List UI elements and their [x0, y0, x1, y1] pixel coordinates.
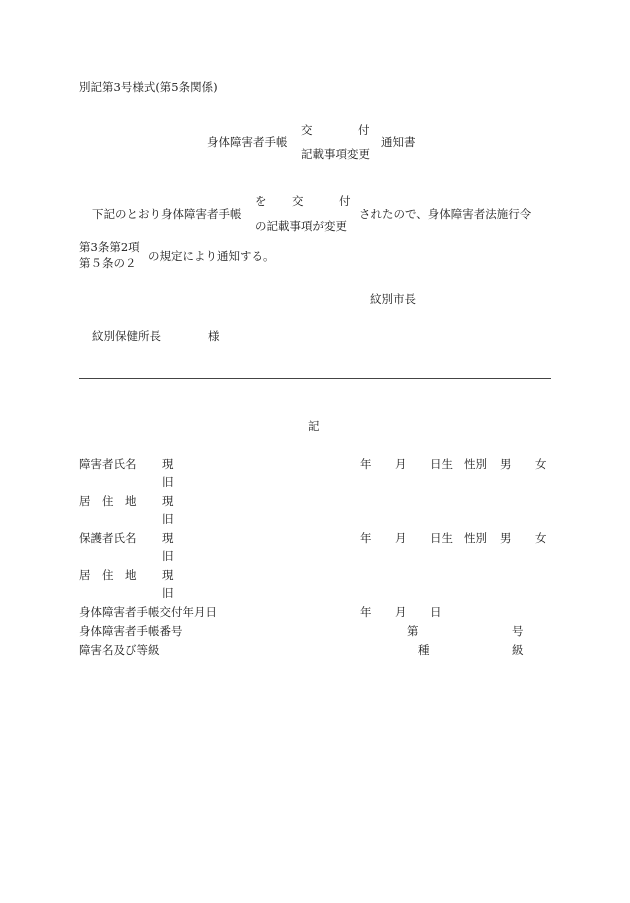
body-article-2: 第５条の２ [79, 256, 137, 270]
sex-label: 性別 [464, 457, 487, 471]
birth-month-unit: 月 [395, 531, 407, 545]
form-reference: 別記第3号様式(第5条関係) [79, 80, 218, 94]
number-prefix: 第 [407, 624, 419, 638]
issue-year-unit: 年 [360, 605, 372, 619]
old-marker: 旧 [162, 586, 174, 600]
current-marker: 現 [162, 494, 174, 508]
label-issue-date: 身体障害者手帳交付年月日 [79, 605, 217, 619]
birth-month-unit: 月 [395, 457, 407, 471]
birth-year-unit: 年 [360, 457, 372, 471]
body-option-issue-1: 交 [292, 194, 304, 208]
issuer: 紋別市長 [370, 292, 416, 306]
sex-male: 男 [500, 457, 512, 471]
addressee-name: 紋別保健所長 [92, 329, 161, 343]
old-marker: 旧 [162, 512, 174, 526]
title-prefix: 身体障害者手帳 [207, 135, 288, 149]
title-suffix: 通知書 [381, 135, 416, 149]
old-marker: 旧 [162, 475, 174, 489]
current-marker: 現 [162, 568, 174, 582]
issue-day-unit: 日 [430, 605, 442, 619]
title-option-issue-2: 付 [358, 123, 370, 137]
label-disabled-name: 障害者氏名 [79, 457, 137, 471]
label-disability-grade: 障害名及び等級 [79, 643, 160, 657]
sex-female: 女 [535, 531, 547, 545]
body-continuation: されたので、身体障害者法施行令 [359, 207, 532, 221]
number-suffix: 号 [512, 624, 524, 638]
record-heading: 記 [308, 419, 320, 433]
title-option-issue-1: 交 [301, 123, 313, 137]
birth-year-unit: 年 [360, 531, 372, 545]
body-article-1: 第3条第2項 [79, 240, 140, 254]
label-handbook-number: 身体障害者手帳番号 [79, 624, 183, 638]
divider-line [79, 378, 551, 379]
body-closing: の規定により通知する。 [148, 249, 275, 263]
sex-label: 性別 [464, 531, 487, 545]
title-option-change: 記載事項変更 [301, 147, 370, 161]
old-marker: 旧 [162, 549, 174, 563]
grade-unit: 級 [512, 643, 524, 657]
sex-male: 男 [500, 531, 512, 545]
sex-female: 女 [535, 457, 547, 471]
body-lead: 下記のとおり身体障害者手帳 [92, 207, 242, 221]
disability-type-unit: 種 [418, 643, 430, 657]
body-option-wo: を [255, 194, 267, 208]
addressee-honorific: 様 [208, 329, 220, 343]
label-guardian-name: 保護者氏名 [79, 531, 137, 545]
label-address: 居 住 地 [79, 494, 137, 508]
birth-day-unit: 日生 [430, 457, 453, 471]
body-option-issue-2: 付 [339, 194, 351, 208]
issue-month-unit: 月 [395, 605, 407, 619]
birth-day-unit: 日生 [430, 531, 453, 545]
label-guardian-address: 居 住 地 [79, 568, 137, 582]
current-marker: 現 [162, 457, 174, 471]
current-marker: 現 [162, 531, 174, 545]
body-option-change: の記載事項が変更 [255, 219, 347, 233]
